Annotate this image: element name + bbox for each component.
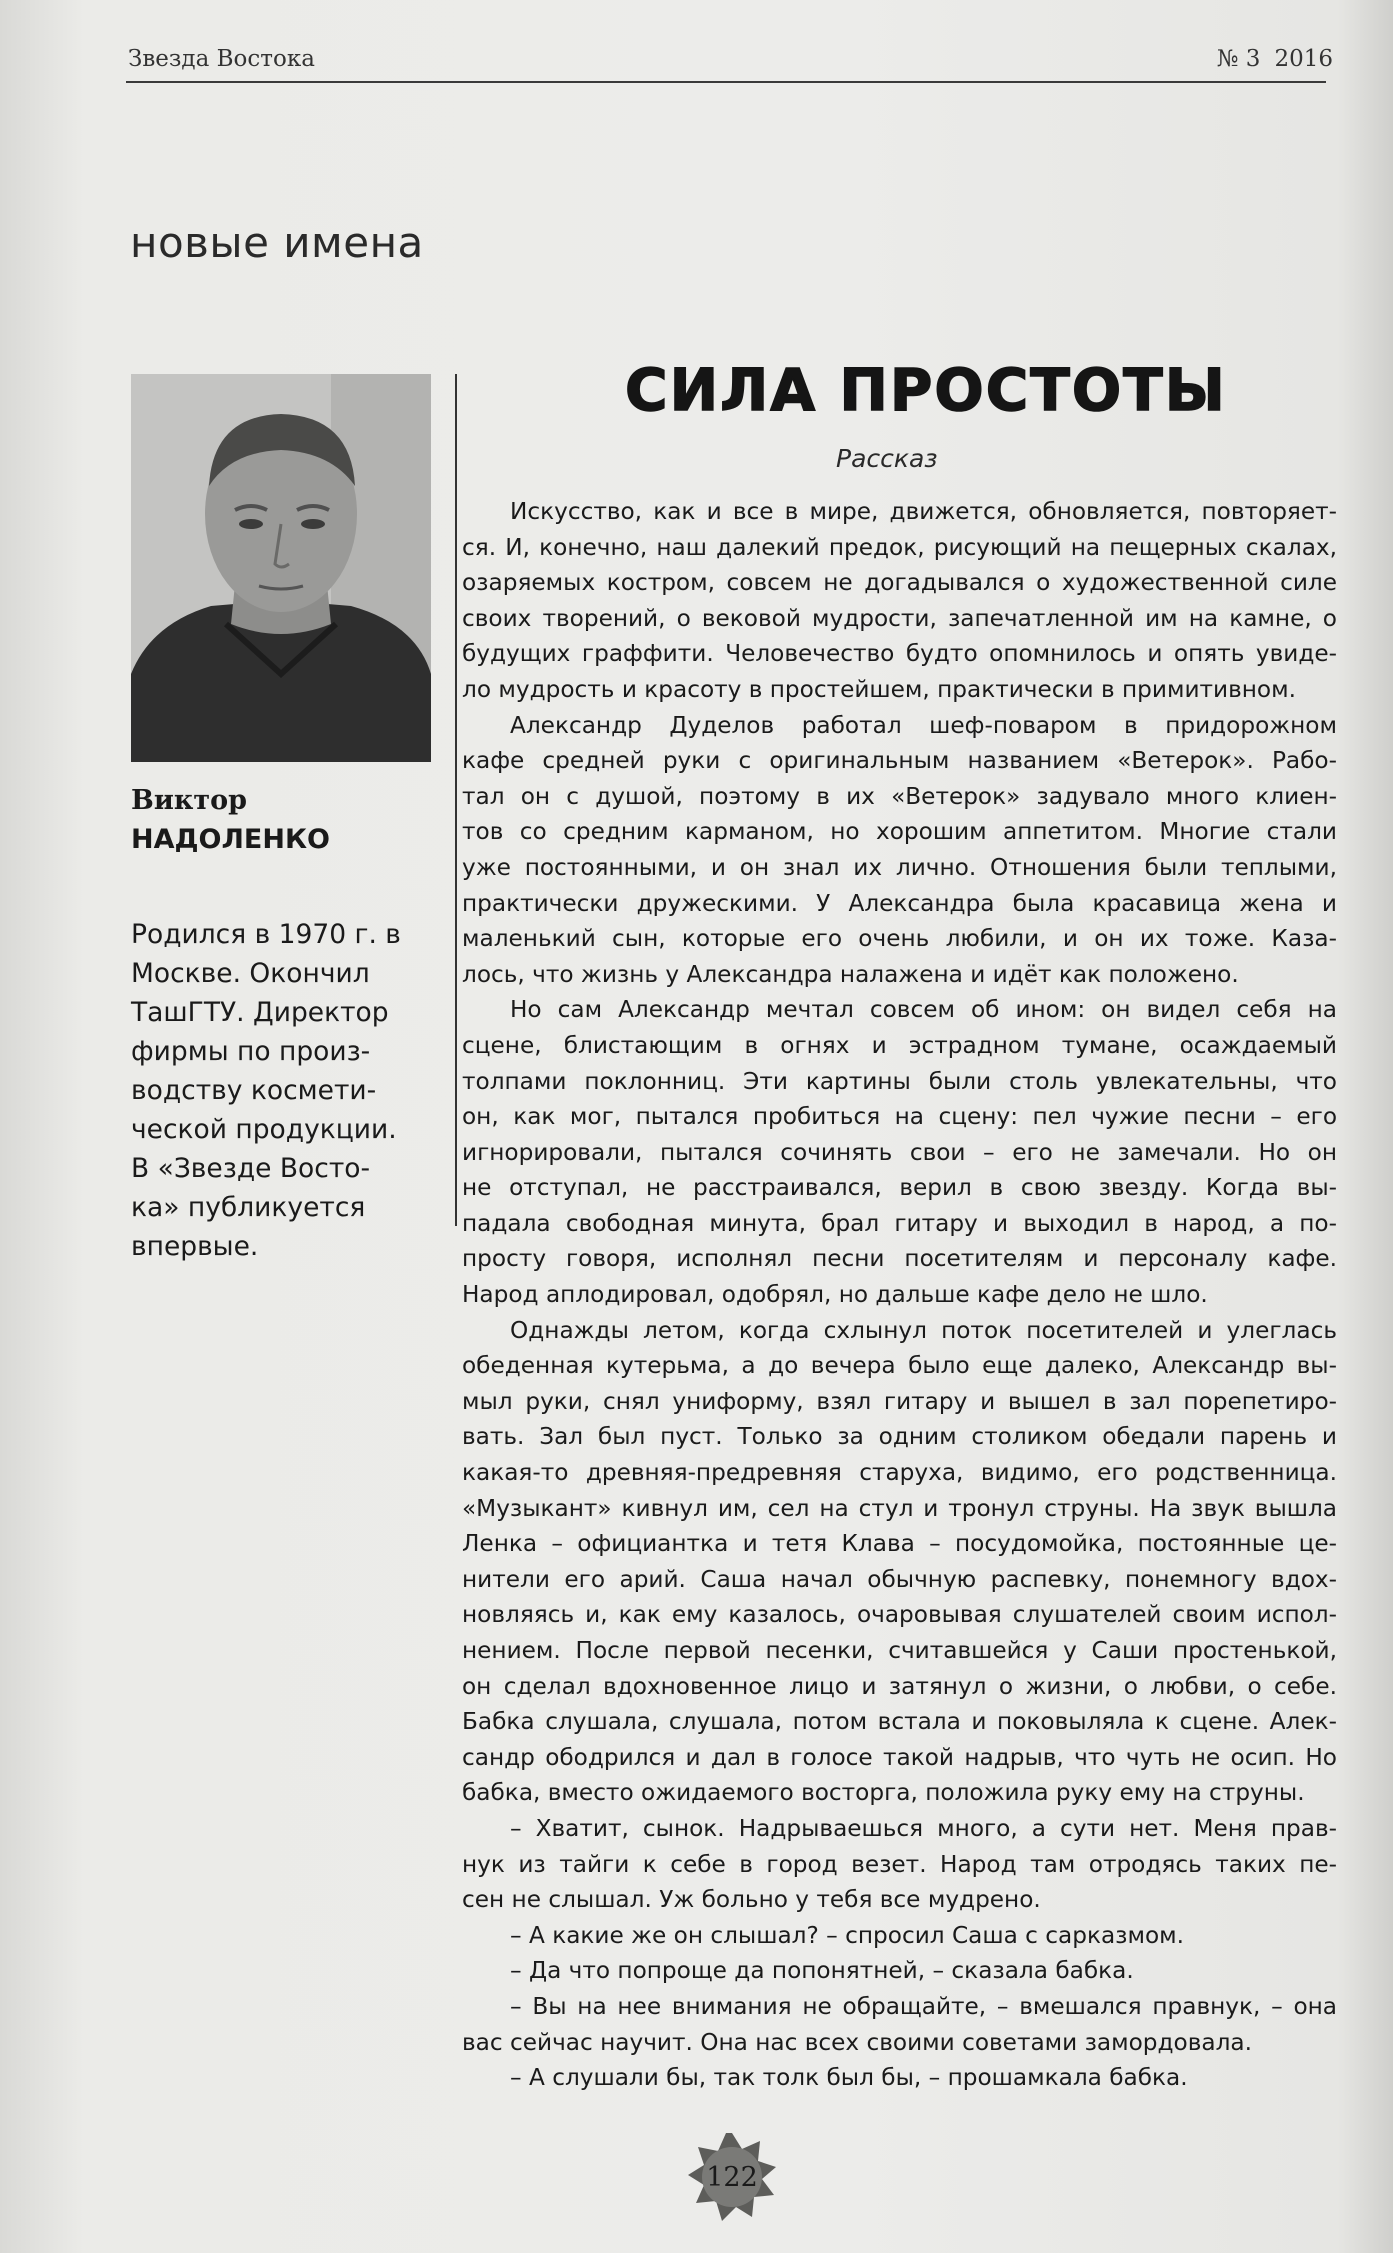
bio-line: водству космети- <box>131 1075 377 1106</box>
story-line: сандр ободрился и дал в голосе такой надрыв, что чуть не осип. Но <box>462 1743 1337 1771</box>
story-line: падала свободная минута, брал гитару и выходил в народ, а по- <box>462 1209 1337 1237</box>
author-first-name: Виктор <box>131 785 247 816</box>
bio-line: ческой продукции. <box>131 1114 397 1145</box>
story-genre: Рассказ <box>836 444 938 473</box>
story-line: лось, что жизнь у Александра налажена и идёт как положено. <box>462 960 1239 988</box>
story-line: ся. И, конечно, наш далекий предок, рисующий на пещерных скалах, <box>462 533 1337 561</box>
story-line: толпами поклонниц. Эти картины были столь увлекательны, что <box>462 1067 1337 1095</box>
story-line: ло мудрость и красоту в простейшем, практически в примитивном. <box>462 675 1296 703</box>
story-line: Однажды летом, когда схлынул поток посетителей и улеглась <box>510 1316 1337 1344</box>
story-line: нители его арий. Саша начал обычную распевку, понемногу вдох- <box>462 1565 1337 1593</box>
bio-line: Родился в 1970 г. в <box>131 919 401 950</box>
story-line: озаряемых костром, совсем не догадывался о художественной силе <box>462 569 1337 597</box>
story-line: игнорировали, пытался сочинять свои – его не замечали. Но он <box>462 1138 1337 1166</box>
story-line: тал он с душой, поэтому в их «Ветерок» задувало много клиен- <box>462 782 1337 810</box>
story-line: мыл руки, снял униформу, взял гитару и вышел в зал порепетиро- <box>462 1387 1337 1415</box>
bio-line: В «Звезде Восто- <box>131 1153 371 1184</box>
story-line: просту говоря, исполнял песни посетителям и персоналу кафе. <box>462 1245 1337 1273</box>
story-line: Ленка – официантка и тетя Клава – посудомойка, постоянные це- <box>462 1530 1337 1558</box>
story-line: практически дружескими. У Александра была красавица жена и <box>462 889 1337 917</box>
page-number-badge <box>686 2131 778 2223</box>
story-line: нением. После первой песенки, считавшейся у Саши простенькой, <box>462 1637 1337 1664</box>
story-line: – Хватит, сынок. Надрываешься много, а сути нет. Меня прав- <box>510 1814 1337 1842</box>
story-line: новляясь и, как ему казалось, очаровывая слушателей своим испол- <box>462 1601 1337 1629</box>
author-photo <box>131 374 431 762</box>
story-body <box>462 494 1337 2096</box>
story-line: нук из тайги к себе в город везет. Народ там отродясь таких пе- <box>462 1850 1337 1878</box>
story-line: Искусство, как и все в мире, движется, обновляется, повторяет- <box>510 498 1337 525</box>
story-line: сен не слышал. Уж больно у тебя все мудрено. <box>462 1886 1041 1914</box>
story-line: Но сам Александр мечтал совсем об ином: он видел себя на <box>510 996 1337 1024</box>
story-line: кафе средней руки с оригинальным названием «Ветерок». Рабо- <box>462 747 1337 775</box>
story-line: своих творений, о вековой мудрости, запечатленной им на камне, о <box>462 604 1337 632</box>
story-line: – А слушали бы, так толк был бы, – прошамкала бабка. <box>510 2064 1188 2092</box>
story-line: бабка, вместо ожидаемого восторга, положила руку ему на струны. <box>462 1779 1305 1807</box>
issue-year: 2016 <box>1274 46 1333 72</box>
bio-line: ТашГТУ. Директор <box>131 997 389 1028</box>
story-line: вас сейчас научит. Она нас всех своими советами замордовала. <box>462 2028 1253 2056</box>
story-line: какая-то древняя-предревняя старуха, видимо, его родственница. <box>462 1459 1337 1487</box>
section-title: новые имена <box>130 218 424 267</box>
issue-number: № 3 <box>1216 46 1261 72</box>
bio-line: фирмы по произ- <box>131 1036 371 1067</box>
story-line: он сделал вдохновенное лицо и затянул о жизни, о любви, о себе. <box>462 1672 1337 1700</box>
story-line: не отступал, не расстраивался, верил в свою звезду. Когда вы- <box>462 1174 1337 1202</box>
story-line: вать. Зал был пуст. Только за одним столиком обедали парень и <box>462 1423 1337 1451</box>
story-line: будущих граффити. Человечество будто опомнилось и опять увиде- <box>462 640 1337 668</box>
story-line: Александр Дуделов работал шеф-поваром в придорожном <box>510 711 1337 739</box>
page-number: 122 <box>706 2161 758 2193</box>
story-line: тов со средним карманом, но хорошим аппетитом. Многие стали <box>462 818 1337 846</box>
story-line: Народ аплодировал, одобрял, но дальше кафе дело не шло. <box>462 1281 1208 1309</box>
story-line: маленький сын, которые его очень любили, и он их тоже. Каза- <box>462 925 1337 953</box>
running-title: Звезда Востока <box>128 46 315 72</box>
bio-line: ка» публикуется <box>131 1192 366 1223</box>
bio-line: впервые. <box>131 1231 259 1262</box>
story-title: СИЛА ПРОСТОТЫ <box>625 356 1227 424</box>
header-rule <box>126 81 1326 83</box>
story-line: – Вы на нее внимания не обращайте, – вмешался правнук, – она <box>510 1992 1337 2020</box>
author-last-name: НАДОЛЕНКО <box>131 824 330 855</box>
story-line: уже постоянными, и он знал их лично. Отношения были теплыми, <box>462 853 1337 881</box>
issue-info <box>1217 46 1333 72</box>
story-line: сцене, блистающим в огнях и эстрадном тумане, осаждаемый <box>462 1031 1337 1059</box>
author-bio <box>131 915 461 1266</box>
story-line: обеденная кутерьма, а до вечера было еще далеко, Александр вы- <box>462 1352 1337 1380</box>
bio-line: Москве. Окончил <box>131 958 370 989</box>
story-line: он, как мог, пытался пробиться на сцену: пел чужие песни – его <box>462 1103 1337 1131</box>
story-line: «Музыкант» кивнул им, сел на стул и тронул струны. На звук вышла <box>462 1494 1337 1522</box>
story-line: – А какие же он слышал? – спросил Саша с сарказмом. <box>510 1921 1185 1949</box>
story-line: Бабка слушала, слушала, потом встала и поковыляла к сцене. Алек- <box>462 1708 1337 1736</box>
story-line: – Да что попроще да попонятней, – сказала бабка. <box>510 1957 1134 1985</box>
